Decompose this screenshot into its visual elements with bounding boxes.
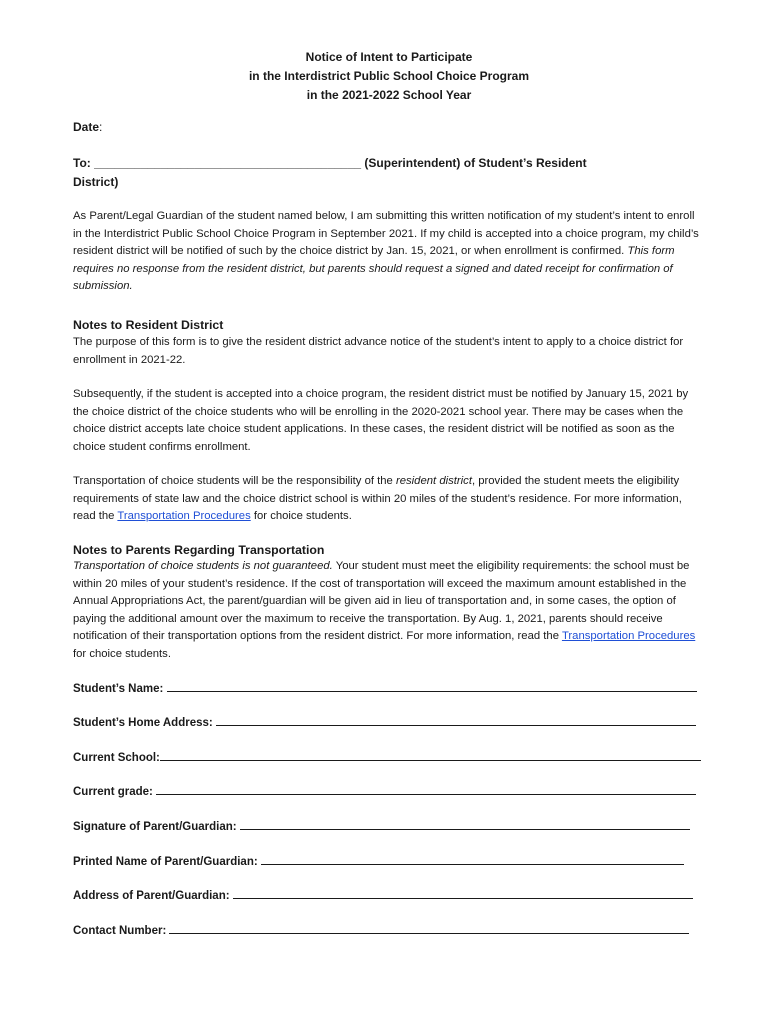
document-title-line-2: in the Interdistrict Public School Choice Program — [248, 69, 530, 83]
field-label: Printed Name of Parent/Guardian: — [73, 856, 258, 868]
student-home-address-input-line[interactable] — [216, 713, 696, 726]
date-colon: : — [99, 120, 103, 134]
p3-text-b: , provided the student meets the eligibility requirements of state law and the choice district school is within 20 miles of the student’s residence. For more information, read the — [73, 475, 682, 523]
field-label: Address of Parent/Guardian: — [73, 890, 230, 902]
notes-resident-paragraph-3 — [73, 473, 703, 526]
notes-resident-heading: Notes to Resident District — [73, 318, 224, 332]
field-student-home-address — [73, 713, 701, 732]
field-label: Signature of Parent/Guardian: — [73, 821, 237, 833]
p3-italic: resident district — [395, 475, 472, 487]
document-title-line-1: Notice of Intent to Participate — [305, 50, 473, 64]
field-contact-number — [73, 921, 701, 940]
p3-text-a: Transportation of choice students will be the responsibility of the — [73, 475, 396, 487]
notes-resident-paragraph-2: Subsequently, if the student is accepted into a choice program, the resident district must be notified by January 15, 2021 by the choice district of the choice students who will be enrolling in the 2020-2021 school year. There may be cases when the choice district accepts late choice student applications. In these cases, the resident district will be notified as soon as the choice student confirms enrollment. — [73, 388, 689, 453]
field-label: Student’s Name: — [73, 683, 164, 695]
date-line — [73, 118, 102, 136]
notes-parents-text-b: for choice students. — [73, 647, 171, 660]
notes-parents-paragraph — [73, 558, 703, 664]
contact-number-input-line[interactable] — [169, 921, 689, 934]
field-current-school — [73, 748, 701, 767]
field-current-grade — [73, 782, 701, 801]
address-parent-input-line[interactable] — [233, 886, 693, 899]
current-grade-input-line[interactable] — [156, 782, 696, 795]
printed-name-parent-input-line[interactable] — [261, 852, 684, 865]
field-signature-parent — [73, 817, 701, 836]
notes-parents-heading: Notes to Parents Regarding Transportation — [73, 543, 325, 557]
transportation-procedures-link-1[interactable]: Transportation Procedures — [117, 510, 251, 523]
to-line — [73, 154, 705, 172]
superintendent-blank[interactable]: ________________________________________ — [94, 156, 362, 170]
date-label: Date — [73, 120, 100, 134]
intro-text: As Parent/Legal Guardian of the student named below, I am submitting this written notification of my student’s intent to enroll in the Interdistrict Public School Choice Program in September 2021. If my child is accepted into a choice program, my child’s resident district will be notified of such by the choice district by Jan. 15, 2021, or when enrollment is confirmed. — [73, 210, 699, 258]
notes-resident-paragraph-1: The purpose of this form is to give the resident district advance notice of the student’s intent to apply to a choice district for enrollment in 2021-22. — [73, 336, 684, 366]
field-printed-name-parent — [73, 852, 701, 871]
to-label: To: — [73, 156, 91, 170]
signature-parent-input-line[interactable] — [240, 817, 690, 830]
transportation-procedures-link-2[interactable]: Transportation Procedures — [561, 630, 696, 643]
field-label: Student’s Home Address: — [73, 717, 213, 729]
document-title-line-3: in the 2021-2022 School Year — [306, 88, 472, 102]
field-address-parent — [73, 886, 701, 905]
intro-paragraph — [73, 208, 703, 296]
field-student-name — [73, 679, 701, 698]
student-name-input-line[interactable] — [167, 679, 697, 692]
p3-text-c: for choice students. — [250, 510, 352, 523]
intro-italic-note: This form requires no response from the resident district, but parents should request a signed and dated receipt for confirmation of submission. — [73, 245, 675, 293]
current-school-input-line[interactable] — [160, 748, 701, 761]
field-label: Current grade: — [73, 786, 153, 798]
notes-parents-text-a: Your student must meet the eligibility requirements: the school must be within 20 miles of your student’s residence. If the cost of transportation will exceed the maximum amount established in the Annual Appropriations Act, the parent/guardian will be given aid in lieu of transportation and, in some cases, the option of paying the additional amount over the maximum to receive the transportation. By Aug. 1, 2021, parents should receive notification of their transportation options from the resident district. For more information, read the — [73, 560, 690, 643]
field-label: Contact Number: — [73, 925, 167, 937]
field-label: Current School: — [73, 752, 160, 764]
notes-parents-italic: Transportation of choice students is not guaranteed. — [73, 560, 333, 572]
to-suffix: (Superintendent) of Student’s Resident — [364, 156, 587, 170]
to-line-2: District) — [73, 175, 119, 189]
